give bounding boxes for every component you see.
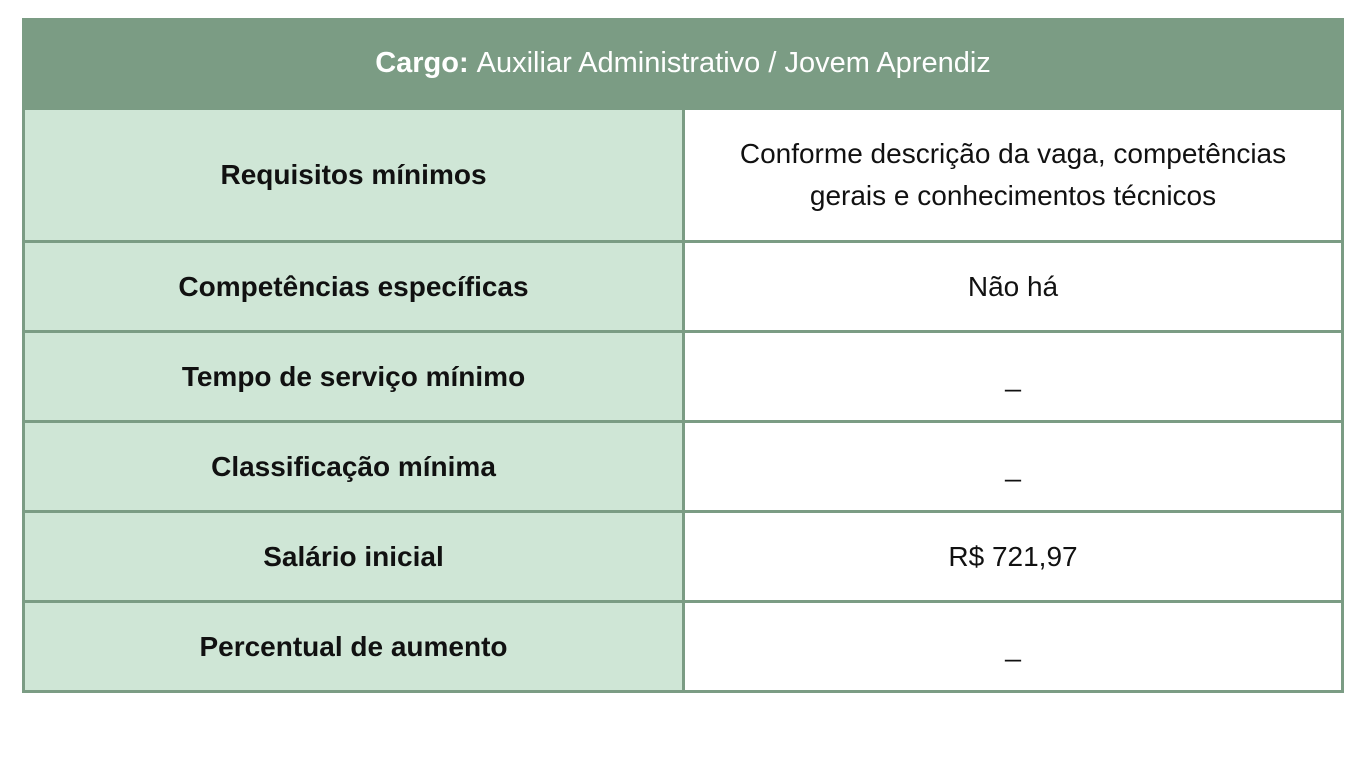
- header-value: Auxiliar Administrativo / Jovem Aprendiz: [476, 47, 991, 79]
- table-header: [22, 18, 1344, 109]
- row-label: Percentual de aumento: [25, 603, 682, 690]
- row-value: Não há: [685, 243, 1341, 330]
- row-value: R$ 721,97: [685, 513, 1341, 600]
- row-value: _: [685, 333, 1341, 420]
- table-row: [25, 513, 1341, 600]
- row-label: Competências específicas: [25, 243, 682, 330]
- job-info-table: [22, 18, 1344, 693]
- table-row: [25, 423, 1341, 510]
- header-label: Cargo:: [375, 47, 469, 79]
- table-row: [25, 110, 1341, 240]
- row-value: _: [685, 603, 1341, 690]
- table-row: [25, 333, 1341, 420]
- table-row: [25, 603, 1341, 690]
- row-label: Salário inicial: [25, 513, 682, 600]
- row-value: _: [685, 423, 1341, 510]
- row-label: Classificação mínima: [25, 423, 682, 510]
- table-row: [25, 243, 1341, 330]
- row-value: Conforme descrição da vaga, competências gerais e conhecimentos técnicos: [685, 110, 1341, 240]
- row-label: Requisitos mínimos: [25, 110, 682, 240]
- row-label: Tempo de serviço mínimo: [25, 333, 682, 420]
